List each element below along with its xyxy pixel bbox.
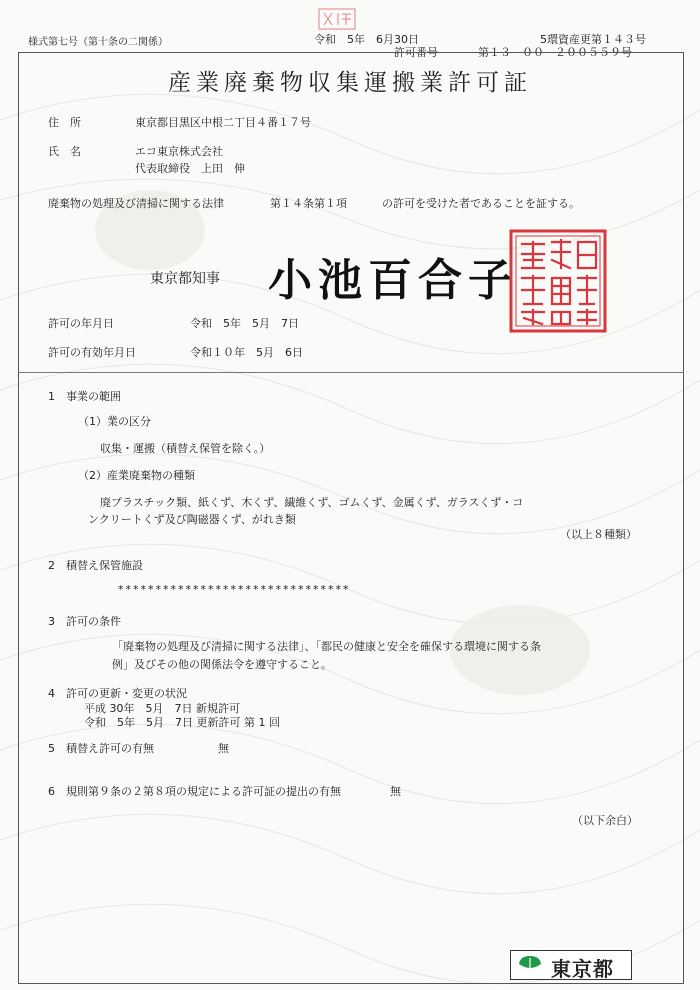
issuer-title: 東京都知事 — [150, 271, 220, 287]
tokyo-logo — [510, 950, 632, 980]
conditions-heading: 3 許可の条件 — [48, 615, 121, 628]
permit-number-label: 許可番号 — [394, 46, 438, 59]
history-heading: 4 許可の更新・変更の状況 — [48, 687, 187, 700]
waste-types-line2: ンクリートくず及び陶磁器くず、がれき類 — [88, 513, 296, 526]
permit-number: 第１３－００－２００５５９号 — [478, 46, 632, 59]
history-row-2: 令和 5年 5月 7日 更新許可 第 1 回 — [84, 716, 280, 729]
business-type: 収集・運搬（積替え保管を除く。） — [100, 442, 271, 455]
certificate-title: 産業廃棄物収集運搬業許可証 — [168, 70, 532, 96]
issue-date: 令和 5年 6月30日 — [314, 33, 419, 46]
rule9-value: 無 — [390, 785, 401, 798]
transfer-value: 無 — [218, 742, 229, 755]
section-divider — [18, 372, 684, 373]
received-stamp — [318, 8, 356, 30]
reference-number: 5環資産更第１４３号 — [540, 33, 646, 46]
certification-statement: の許可を受けた者であることを証する。 — [382, 197, 580, 210]
form-number: 様式第七号（第十条の二関係） — [28, 37, 168, 48]
permit-date-label: 許可の年月日 — [48, 317, 114, 330]
permit-date: 令和 5年 5月 7日 — [190, 317, 299, 330]
holder-address: 東京都目黒区中根二丁目４番１７号 — [135, 116, 311, 129]
holder-representative: 代表取締役 上田 伸 — [135, 162, 245, 175]
storage-value: ******************************* — [118, 583, 351, 596]
rule9-heading: 6 規則第９条の２第８項の規定による許可証の提出の有無 — [48, 785, 341, 798]
expiry-label: 許可の有効年月日 — [48, 346, 136, 359]
governor-signature: 小池百合子 — [268, 255, 518, 306]
official-seal — [508, 228, 608, 334]
transfer-heading: 5 積替え許可の有無 — [48, 742, 154, 755]
waste-types-count: （以上８種類） — [560, 528, 637, 541]
waste-types-heading: （2）産業廃棄物の種類 — [78, 469, 195, 482]
storage-heading: 2 積替え保管施設 — [48, 559, 143, 572]
scope-heading: 1 事業の範囲 — [48, 390, 121, 403]
ginkgo-leaf-icon — [517, 954, 543, 976]
law-name: 廃棄物の処理及び清掃に関する法律 — [48, 197, 224, 210]
logo-text: 東京都 — [551, 957, 614, 981]
business-type-heading: （1）業の区分 — [78, 415, 151, 428]
conditions-line1: 「廃棄物の処理及び清掃に関する法律」、「都民の健康と安全を確保する環境に関する条 — [112, 640, 541, 653]
address-label: 住 所 — [48, 116, 81, 129]
holder-company: エコ東京株式会社 — [135, 145, 223, 158]
law-article: 第１４条第１項 — [270, 197, 347, 210]
waste-types-line1: 廃プラスチック類、紙くず、木くず、繊維くず、ゴムくず、金属くず、ガラスくず・コ — [100, 496, 524, 509]
conditions-line2: 例」及びその他の関係法令を遵守すること。 — [112, 658, 332, 671]
history-row-1: 平成 30年 5月 7日 新規許可 — [84, 702, 240, 715]
expiry-date: 令和１０年 5月 6日 — [190, 346, 303, 359]
remainder-blank: （以下余白） — [572, 814, 638, 827]
name-label: 氏 名 — [48, 145, 81, 158]
